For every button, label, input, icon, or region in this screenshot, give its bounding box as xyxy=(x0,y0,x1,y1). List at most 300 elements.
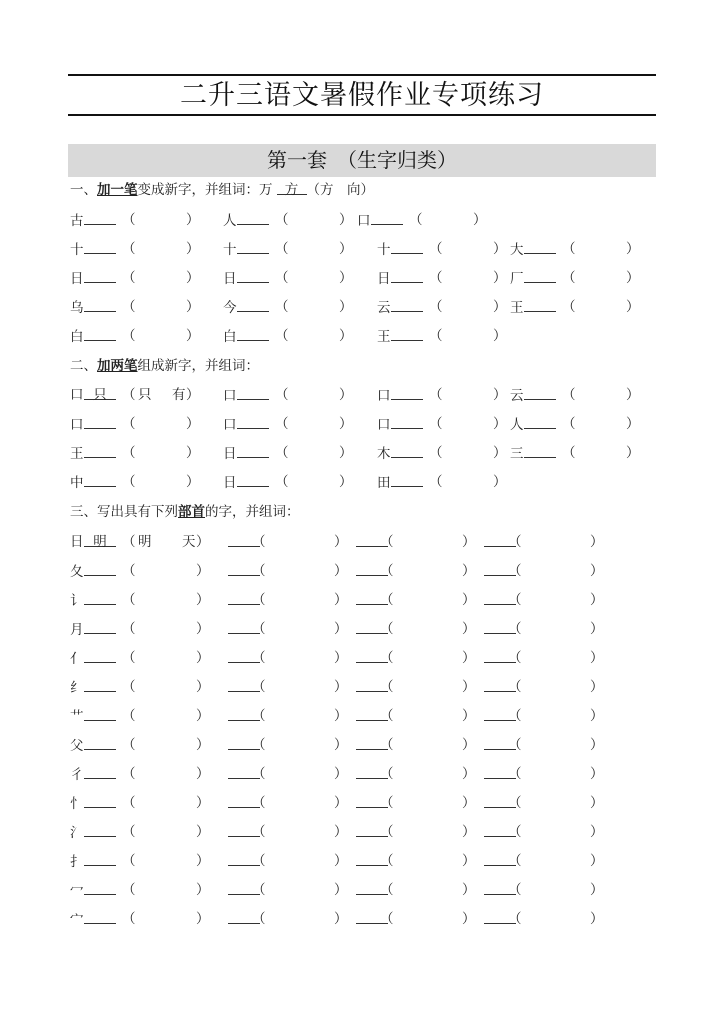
open-paren: （ xyxy=(252,882,266,898)
close-paren: ） xyxy=(493,328,507,344)
close-paren: ） xyxy=(462,737,476,753)
fill-item xyxy=(470,849,604,873)
open-paren: （ xyxy=(562,416,576,432)
close-paren: ） xyxy=(473,212,487,228)
close-paren: ） xyxy=(626,270,640,286)
open-paren: （ xyxy=(252,795,266,811)
heading-emphasis: 加两笔 xyxy=(97,358,138,374)
base-character: 艹 xyxy=(70,709,84,725)
open-paren: （ xyxy=(122,445,136,461)
fill-item xyxy=(510,237,640,261)
word-answer: 明 xyxy=(138,534,152,550)
close-paren: ） xyxy=(590,534,604,550)
fill-item xyxy=(214,588,348,612)
example-answer: 方 xyxy=(277,178,307,195)
close-paren: ） xyxy=(626,387,640,403)
answer-blank[interactable] xyxy=(84,237,116,254)
word-answer: 只 xyxy=(138,387,152,403)
base-character: 木 xyxy=(377,446,391,462)
close-paren: ） xyxy=(626,416,640,432)
fill-item xyxy=(342,762,476,786)
fill-item xyxy=(470,762,604,786)
fill-item xyxy=(342,530,476,554)
close-paren: ） xyxy=(590,766,604,782)
answer-blank[interactable] xyxy=(237,237,269,254)
fill-item xyxy=(470,588,604,612)
fill-item xyxy=(70,383,200,407)
close-paren: ） xyxy=(462,650,476,666)
open-paren: （ xyxy=(122,328,136,344)
close-paren: ） xyxy=(186,270,200,286)
open-paren: （ xyxy=(252,534,266,550)
fill-item xyxy=(470,820,604,844)
close-paren: ） xyxy=(196,853,210,869)
close-paren: ） xyxy=(339,445,353,461)
fill-item xyxy=(214,617,348,641)
open-paren: （ xyxy=(122,708,136,724)
base-character: 口 xyxy=(70,417,84,433)
fill-item xyxy=(510,383,640,407)
close-paren: ） xyxy=(590,679,604,695)
close-paren: ） xyxy=(590,882,604,898)
open-paren: （ xyxy=(122,882,136,898)
close-paren: ） xyxy=(590,737,604,753)
answer-blank[interactable] xyxy=(524,412,556,429)
answer-blank[interactable] xyxy=(237,441,269,458)
base-character: 月 xyxy=(70,622,84,638)
worksheet-row xyxy=(70,675,660,699)
base-character: 白 xyxy=(70,329,84,345)
base-character: 氵 xyxy=(70,825,84,841)
fill-item xyxy=(70,237,200,261)
worksheet-row xyxy=(70,646,660,670)
worksheet-row xyxy=(70,559,660,583)
answer-blank[interactable] xyxy=(371,208,403,225)
worksheet-row xyxy=(70,530,660,554)
open-paren: （ xyxy=(252,853,266,869)
open-paren: （ xyxy=(252,563,266,579)
open-paren: （ xyxy=(508,853,522,869)
open-paren: （ xyxy=(122,563,136,579)
fill-item xyxy=(377,295,507,319)
open-paren: （ xyxy=(562,241,576,257)
close-paren: ） xyxy=(462,853,476,869)
base-character: 十 xyxy=(377,242,391,258)
close-paren: ） xyxy=(493,387,507,403)
open-paren: （ xyxy=(380,824,394,840)
base-character: 日 xyxy=(70,271,84,287)
fill-item xyxy=(214,762,348,786)
close-paren: ） xyxy=(186,328,200,344)
answer-blank[interactable] xyxy=(84,208,116,225)
close-paren: ） xyxy=(590,563,604,579)
open-paren: （ xyxy=(252,679,266,695)
open-paren: （ xyxy=(429,474,443,490)
close-paren: ） xyxy=(590,824,604,840)
fill-item xyxy=(470,704,604,728)
fill-item xyxy=(223,266,353,290)
close-paren: ） xyxy=(196,766,210,782)
close-paren: ） xyxy=(196,650,210,666)
fill-item xyxy=(70,617,210,641)
word-answer: 有 xyxy=(172,387,186,403)
base-character: 忄 xyxy=(70,796,84,812)
close-paren: ） xyxy=(493,299,507,315)
worksheet-row xyxy=(70,324,660,348)
answer-blank[interactable] xyxy=(84,907,116,924)
close-paren: ） xyxy=(339,328,353,344)
fill-item xyxy=(70,675,210,699)
fill-item xyxy=(214,820,348,844)
fill-item xyxy=(214,907,348,931)
worksheet-row xyxy=(70,617,660,641)
fill-item xyxy=(214,704,348,728)
fill-item xyxy=(214,646,348,670)
heading-prefix: 二、 xyxy=(70,358,97,374)
close-paren: ） xyxy=(493,270,507,286)
close-paren: ） xyxy=(196,911,210,927)
open-paren: （ xyxy=(429,241,443,257)
close-paren: ） xyxy=(334,650,348,666)
base-character: 口 xyxy=(377,388,391,404)
open-paren: （ xyxy=(252,592,266,608)
fill-item xyxy=(70,588,210,612)
base-character: 十 xyxy=(70,242,84,258)
fill-item xyxy=(70,791,210,815)
close-paren: ） xyxy=(186,445,200,461)
close-paren: ） xyxy=(334,679,348,695)
base-character: 三 xyxy=(510,446,524,462)
close-paren: ） xyxy=(196,534,210,550)
open-paren: （ xyxy=(380,650,394,666)
base-character: 厂 xyxy=(510,271,524,287)
fill-item xyxy=(470,733,604,757)
open-paren: （ xyxy=(508,766,522,782)
open-paren: （ xyxy=(122,474,136,490)
fill-item xyxy=(510,441,640,465)
fill-item xyxy=(470,617,604,641)
fill-item xyxy=(377,412,507,436)
open-paren: （ xyxy=(429,387,443,403)
fill-item xyxy=(510,295,640,319)
answer-blank[interactable] xyxy=(84,646,116,663)
open-paren: （ xyxy=(122,766,136,782)
open-paren: （ xyxy=(122,270,136,286)
close-paren: ） xyxy=(339,474,353,490)
fill-item xyxy=(214,733,348,757)
open-paren: （ xyxy=(275,445,289,461)
answer-blank[interactable] xyxy=(391,237,423,254)
open-paren: （ xyxy=(122,679,136,695)
open-paren: （ xyxy=(380,592,394,608)
open-paren: （ xyxy=(508,882,522,898)
title-bottom-rule xyxy=(68,114,656,116)
fill-item xyxy=(70,470,200,494)
answer-blank[interactable] xyxy=(524,295,556,312)
fill-item xyxy=(342,849,476,873)
heading-prefix: 三、写出具有下列 xyxy=(70,504,178,520)
answer-blank[interactable] xyxy=(84,441,116,458)
answer-blank[interactable] xyxy=(84,266,116,283)
close-paren: ） xyxy=(462,708,476,724)
open-paren: （ xyxy=(562,387,576,403)
heading-emphasis: 加一笔 xyxy=(97,182,138,198)
answer-blank[interactable] xyxy=(84,704,116,721)
answer-blank[interactable] xyxy=(84,588,116,605)
open-paren: （ xyxy=(275,270,289,286)
close-paren: ） xyxy=(493,241,507,257)
answer-blank[interactable] xyxy=(524,266,556,283)
close-paren: ） xyxy=(590,911,604,927)
answer-blank[interactable] xyxy=(237,208,269,225)
open-paren: （ xyxy=(380,795,394,811)
fill-item xyxy=(342,733,476,757)
answer-blank[interactable] xyxy=(84,559,116,576)
open-paren: （ xyxy=(429,270,443,286)
fill-item xyxy=(70,733,210,757)
close-paren: ） xyxy=(590,795,604,811)
answer-blank[interactable] xyxy=(237,324,269,341)
fill-item xyxy=(377,470,507,494)
base-character: 乌 xyxy=(70,300,84,316)
open-paren: （ xyxy=(275,299,289,315)
answer-blank[interactable] xyxy=(237,412,269,429)
fill-item xyxy=(70,208,200,232)
base-character: 口 xyxy=(223,417,237,433)
open-paren: （ xyxy=(380,708,394,724)
fill-item xyxy=(342,820,476,844)
close-paren: ） xyxy=(196,737,210,753)
answer-blank[interactable] xyxy=(84,324,116,341)
base-character: 宀 xyxy=(70,912,84,928)
close-paren: ） xyxy=(196,621,210,637)
answer-blank[interactable] xyxy=(84,878,116,895)
open-paren: （ xyxy=(562,299,576,315)
word-answer: 天 xyxy=(182,534,196,550)
close-paren: ） xyxy=(334,911,348,927)
answer-blank[interactable] xyxy=(524,237,556,254)
open-paren: （ xyxy=(122,534,136,550)
open-paren: （ xyxy=(429,416,443,432)
answer-blank[interactable] xyxy=(391,324,423,341)
answer-blank[interactable] xyxy=(84,762,116,779)
fill-item xyxy=(214,530,348,554)
answer-blank[interactable] xyxy=(391,441,423,458)
close-paren: ） xyxy=(334,882,348,898)
answer-blank[interactable] xyxy=(84,849,116,866)
close-paren: ） xyxy=(339,416,353,432)
close-paren: ） xyxy=(186,299,200,315)
open-paren: （ xyxy=(122,212,136,228)
fill-item xyxy=(214,791,348,815)
open-paren: （ xyxy=(508,679,522,695)
base-character: 日 xyxy=(70,534,84,550)
fill-item xyxy=(223,383,353,407)
fill-item xyxy=(70,762,210,786)
base-character: 日 xyxy=(377,271,391,287)
open-paren: （ xyxy=(275,212,289,228)
worksheet-row xyxy=(70,791,660,815)
fill-item xyxy=(342,617,476,641)
answer-blank[interactable] xyxy=(84,617,116,634)
section-2-heading xyxy=(70,354,259,378)
answer-blank[interactable]: 明 xyxy=(84,530,116,547)
answer-blank[interactable] xyxy=(391,412,423,429)
fill-item xyxy=(70,412,200,436)
answer-blank[interactable] xyxy=(524,383,556,400)
answer-blank[interactable] xyxy=(84,295,116,312)
fill-item xyxy=(70,820,210,844)
open-paren: （ xyxy=(252,824,266,840)
open-paren: （ xyxy=(508,592,522,608)
section-3-heading xyxy=(70,500,300,524)
answer-blank[interactable] xyxy=(391,383,423,400)
fill-item xyxy=(223,208,353,232)
close-paren: ） xyxy=(590,650,604,666)
open-paren: （ xyxy=(122,824,136,840)
open-paren: （ xyxy=(122,592,136,608)
close-paren: ） xyxy=(186,212,200,228)
answer-blank[interactable] xyxy=(237,266,269,283)
open-paren: （ xyxy=(122,737,136,753)
fill-item xyxy=(70,530,210,554)
base-character: 中 xyxy=(70,475,84,491)
close-paren: ） xyxy=(334,766,348,782)
fill-item xyxy=(70,704,210,728)
open-paren: （ xyxy=(122,299,136,315)
fill-item xyxy=(70,878,210,902)
fill-item xyxy=(342,878,476,902)
open-paren: （ xyxy=(122,795,136,811)
base-character: 纟 xyxy=(70,680,84,696)
fill-item xyxy=(70,295,200,319)
worksheet-row xyxy=(70,441,660,465)
answer-blank[interactable] xyxy=(84,733,116,750)
answer-blank[interactable] xyxy=(391,266,423,283)
fill-item xyxy=(223,412,353,436)
open-paren: （ xyxy=(122,416,136,432)
fill-item xyxy=(510,266,640,290)
close-paren: ） xyxy=(626,241,640,257)
close-paren: ） xyxy=(339,387,353,403)
close-paren: ） xyxy=(462,621,476,637)
worksheet-row xyxy=(70,383,660,407)
close-paren: ） xyxy=(196,882,210,898)
close-paren: ） xyxy=(462,679,476,695)
close-paren: ） xyxy=(196,824,210,840)
close-paren: ） xyxy=(462,824,476,840)
worksheet-row xyxy=(70,820,660,844)
answer-blank[interactable] xyxy=(84,791,116,808)
answer-blank[interactable] xyxy=(524,441,556,458)
open-paren: （ xyxy=(122,650,136,666)
close-paren: ） xyxy=(196,592,210,608)
base-character: 日 xyxy=(223,446,237,462)
open-paren: （ xyxy=(275,241,289,257)
base-character: 亻 xyxy=(70,651,84,667)
close-paren: ） xyxy=(196,708,210,724)
fill-item xyxy=(377,266,507,290)
open-paren: （ xyxy=(380,882,394,898)
close-paren: ） xyxy=(462,766,476,782)
answer-blank[interactable] xyxy=(84,470,116,487)
fill-item xyxy=(377,237,507,261)
fill-item xyxy=(342,675,476,699)
worksheet-row xyxy=(70,237,660,261)
open-paren: （ xyxy=(508,911,522,927)
base-character: 口 xyxy=(357,213,371,229)
answer-blank[interactable] xyxy=(84,820,116,837)
close-paren: ） xyxy=(334,853,348,869)
fill-item xyxy=(223,324,353,348)
open-paren: （ xyxy=(380,853,394,869)
answer-blank[interactable] xyxy=(237,295,269,312)
open-paren: （ xyxy=(508,534,522,550)
base-character: 彳 xyxy=(70,767,84,783)
answer-blank[interactable]: 只 xyxy=(84,383,116,400)
fill-item xyxy=(70,559,210,583)
close-paren: ） xyxy=(590,708,604,724)
open-paren: （ xyxy=(275,474,289,490)
open-paren: （ xyxy=(508,563,522,579)
close-paren: ） xyxy=(590,592,604,608)
fill-item xyxy=(70,441,200,465)
fill-item xyxy=(70,324,200,348)
answer-blank[interactable] xyxy=(237,470,269,487)
close-paren: ） xyxy=(196,679,210,695)
answer-blank[interactable] xyxy=(391,470,423,487)
fill-item xyxy=(470,878,604,902)
heading-suffix: 的字，并组词： xyxy=(205,504,300,520)
base-character: 十 xyxy=(223,242,237,258)
close-paren: ） xyxy=(462,563,476,579)
answer-blank[interactable] xyxy=(237,383,269,400)
answer-blank[interactable] xyxy=(391,295,423,312)
worksheet-row xyxy=(70,762,660,786)
open-paren: （ xyxy=(380,621,394,637)
heading-emphasis: 部首 xyxy=(178,504,205,520)
open-paren: （ xyxy=(122,621,136,637)
base-character: 口 xyxy=(70,387,84,403)
fill-item xyxy=(342,907,476,931)
close-paren: ） xyxy=(462,911,476,927)
open-paren: （ xyxy=(508,650,522,666)
close-paren: ） xyxy=(339,299,353,315)
page-title: 二升三语文暑假作业专项练习 xyxy=(180,80,544,111)
close-paren: ） xyxy=(334,592,348,608)
answer-blank[interactable] xyxy=(84,675,116,692)
fill-item xyxy=(342,588,476,612)
base-character: 冖 xyxy=(70,883,84,899)
worksheet-row xyxy=(70,208,660,232)
open-paren: （ xyxy=(429,445,443,461)
open-paren: （ xyxy=(380,737,394,753)
open-paren: （ xyxy=(252,708,266,724)
close-paren: ） xyxy=(493,474,507,490)
close-paren: ） xyxy=(334,795,348,811)
fill-item xyxy=(377,324,507,348)
base-character: 父 xyxy=(70,738,84,754)
fill-item xyxy=(70,266,200,290)
answer-blank[interactable] xyxy=(84,412,116,429)
open-paren: （ xyxy=(429,299,443,315)
base-character: 日 xyxy=(223,271,237,287)
worksheet-row xyxy=(70,470,660,494)
open-paren: （ xyxy=(508,737,522,753)
fill-item xyxy=(470,907,604,931)
open-paren: （ xyxy=(562,445,576,461)
open-paren: （ xyxy=(275,416,289,432)
